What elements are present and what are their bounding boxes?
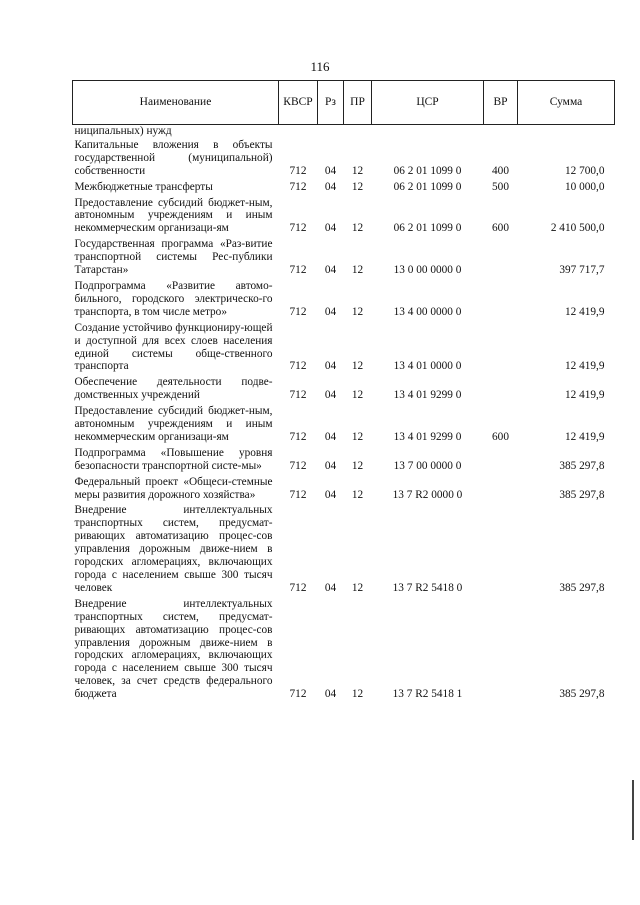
row-name: Внедрение интеллектуальных транспортных систем, предусмат-ривающих автоматизацию процес-сов управления дорожным движе-нием в городских агломерациях, включающих города с населением свыше 300 тысяч человек bbox=[74, 504, 273, 594]
row-sum: 12 700,0 bbox=[564, 164, 605, 177]
table-row bbox=[73, 138, 615, 180]
row-vr bbox=[484, 475, 518, 504]
header-kvsr: КВСР bbox=[279, 81, 318, 125]
row-sum: 385 297,8 bbox=[559, 688, 605, 701]
row-pr: 12 bbox=[351, 180, 364, 193]
row-kvsr: 712 bbox=[289, 430, 307, 443]
table-row bbox=[73, 597, 615, 703]
row-kvsr: 712 bbox=[289, 222, 307, 235]
row-csr: 13 7 00 0000 0 bbox=[393, 459, 462, 472]
row-vr bbox=[484, 446, 518, 475]
row-rz: 04 bbox=[324, 430, 337, 443]
row-pr: 12 bbox=[351, 164, 364, 177]
header-sum: Сумма bbox=[518, 81, 615, 125]
row-name: Федеральный проект «Общеси-стемные меры развития дорожного хозяйства» bbox=[74, 475, 273, 501]
row-pr: 12 bbox=[351, 264, 364, 277]
row-pr: 12 bbox=[351, 459, 364, 472]
row-csr: 13 7 R2 5418 1 bbox=[392, 688, 463, 701]
row-rz: 04 bbox=[324, 180, 337, 193]
row-sum: 12 419,9 bbox=[564, 430, 605, 443]
row-csr: 13 0 00 0000 0 bbox=[393, 264, 462, 277]
row-csr: 13 4 00 0000 0 bbox=[393, 305, 462, 318]
row-rz: 04 bbox=[324, 222, 337, 235]
row-pr: 12 bbox=[351, 222, 364, 235]
row-name: Государственная программа «Раз-витие транспортной системы Рес-публики Татарстан» bbox=[74, 238, 273, 277]
row-pr: 12 bbox=[351, 688, 364, 701]
row-name: Внедрение интеллектуальных транспортных систем, предусмат-ривающих автоматизацию процес-сов управления дорожным движе-нием в городских агломерациях, включающих города с населением свыше 300 тысяч человек, за счет средств федерального бюджета bbox=[74, 597, 273, 701]
row-vr: 400 bbox=[492, 164, 509, 177]
header-pr: ПР bbox=[344, 81, 372, 125]
row-sum: 385 297,8 bbox=[559, 488, 605, 501]
header-rz: Рз bbox=[318, 81, 344, 125]
row-kvsr: 712 bbox=[289, 581, 307, 594]
row-sum: 10 000,0 bbox=[564, 180, 605, 193]
row-kvsr: 712 bbox=[289, 459, 307, 472]
row-vr: 600 bbox=[492, 222, 509, 235]
row-vr bbox=[484, 375, 518, 404]
row-rz: 04 bbox=[324, 581, 337, 594]
table-row bbox=[73, 180, 615, 196]
row-vr: 600 bbox=[492, 430, 509, 443]
row-csr: 06 2 01 1099 0 bbox=[393, 180, 462, 193]
row-vr bbox=[484, 237, 518, 279]
row-kvsr: 712 bbox=[289, 360, 307, 373]
budget-table bbox=[72, 80, 615, 703]
table-row bbox=[73, 375, 615, 404]
row-pr: 12 bbox=[351, 488, 364, 501]
row-csr: 06 2 01 1099 0 bbox=[393, 222, 462, 235]
row-sum: 2 410 500,0 bbox=[550, 222, 605, 235]
row-vr bbox=[484, 279, 518, 321]
row-name: Подпрограмма «Повышение уровня безопасности транспортной систе-мы» bbox=[74, 446, 273, 472]
row-name: Создание устойчиво функциониру-ющей и доступной для всех слоев населения единой системы обще-ственного транспорта bbox=[74, 321, 273, 373]
row-kvsr: 712 bbox=[289, 164, 307, 177]
row-rz: 04 bbox=[324, 688, 337, 701]
row-kvsr: 712 bbox=[289, 180, 307, 193]
row-rz: 04 bbox=[324, 360, 337, 373]
table-row bbox=[73, 237, 615, 279]
table-row bbox=[73, 196, 615, 238]
row-sum: 12 419,9 bbox=[564, 389, 605, 402]
row-name: Предоставление субсидий бюджет-ным, автономным учреждениям и иным некоммерческим организаци-ям bbox=[74, 405, 273, 443]
continuation-text: ниципальных) нужд bbox=[74, 125, 172, 137]
row-name: Межбюджетные трансферты bbox=[74, 180, 213, 193]
row-sum: 12 419,9 bbox=[564, 305, 605, 318]
row-name: Капитальные вложения в объекты государственной (муниципальной) собственности bbox=[74, 138, 273, 177]
row-name: Подпрограмма «Развитие автомо-бильного, городского электрическо-го транспорта, в том числе метро» bbox=[74, 279, 273, 318]
table-row bbox=[73, 446, 615, 475]
header-csr: ЦСР bbox=[372, 81, 484, 125]
row-pr: 12 bbox=[351, 360, 364, 373]
table-row bbox=[73, 503, 615, 596]
table-row bbox=[73, 475, 615, 504]
row-name: Предоставление субсидий бюджет-ным, автономным учреждениям и иным некоммерческим организаци-ям bbox=[74, 196, 273, 235]
row-rz: 04 bbox=[324, 305, 337, 318]
row-rz: 04 bbox=[324, 264, 337, 277]
row-vr: 500 bbox=[492, 180, 509, 193]
row-pr: 12 bbox=[351, 430, 364, 443]
row-rz: 04 bbox=[324, 389, 337, 402]
row-rz: 04 bbox=[324, 164, 337, 177]
row-name: Обеспечение деятельности подве-домственных учреждений bbox=[74, 376, 273, 402]
row-vr bbox=[484, 503, 518, 596]
row-csr: 13 7 R2 0000 0 bbox=[392, 488, 463, 501]
table-row bbox=[73, 404, 615, 446]
row-sum: 385 297,8 bbox=[559, 459, 605, 472]
row-sum: 385 297,8 bbox=[559, 581, 605, 594]
row-rz: 04 bbox=[324, 459, 337, 472]
row-kvsr: 712 bbox=[289, 264, 307, 277]
row-pr: 12 bbox=[351, 581, 364, 594]
row-csr: 13 4 01 9299 0 bbox=[393, 389, 462, 402]
row-pr: 12 bbox=[351, 389, 364, 402]
row-csr: 13 7 R2 5418 0 bbox=[392, 581, 463, 594]
header-name: Наименование bbox=[73, 81, 279, 125]
table-row bbox=[73, 279, 615, 321]
page-number: 116 bbox=[310, 59, 330, 74]
row-csr: 13 4 01 9299 0 bbox=[393, 430, 462, 443]
row-csr: 06 2 01 1099 0 bbox=[393, 164, 462, 177]
row-rz: 04 bbox=[324, 488, 337, 501]
row-sum: 397 717,7 bbox=[559, 264, 605, 277]
continuation-row bbox=[73, 125, 615, 138]
row-sum: 12 419,9 bbox=[564, 360, 605, 373]
row-vr bbox=[484, 597, 518, 703]
row-pr: 12 bbox=[351, 305, 364, 318]
row-kvsr: 712 bbox=[289, 389, 307, 402]
header-vr: ВР bbox=[484, 81, 518, 125]
row-csr: 13 4 01 0000 0 bbox=[393, 360, 462, 373]
row-kvsr: 712 bbox=[289, 488, 307, 501]
row-kvsr: 712 bbox=[289, 305, 307, 318]
table-row bbox=[73, 321, 615, 376]
table-header-row bbox=[73, 81, 615, 125]
scan-edge-mark bbox=[632, 780, 634, 840]
row-vr bbox=[484, 321, 518, 376]
row-kvsr: 712 bbox=[289, 688, 307, 701]
